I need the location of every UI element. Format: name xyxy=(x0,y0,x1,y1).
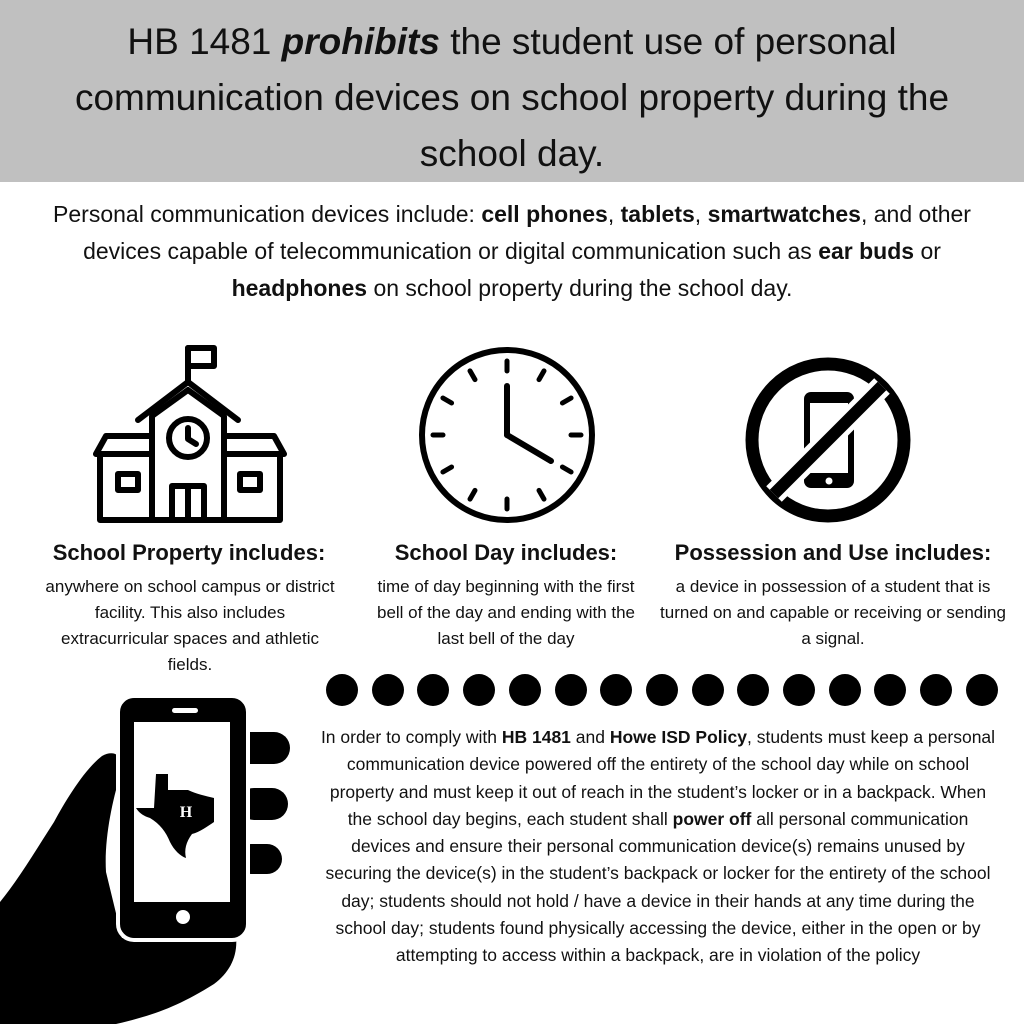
divider-dot xyxy=(417,674,449,706)
school-building-icon xyxy=(92,344,288,526)
headline-emphasis: prohibits xyxy=(281,21,440,62)
headline-text-end: the student use of personal communication devices on school property during the school day. xyxy=(74,21,950,174)
header-banner xyxy=(0,0,1024,182)
possession-use-description: a device in possession of a student that is turned on and capable or receiving or sending a signal. xyxy=(660,577,1006,648)
divider-dot xyxy=(509,674,541,706)
clock-tick xyxy=(562,398,571,403)
divider-dot xyxy=(326,674,358,706)
intro-text: , xyxy=(607,201,621,227)
device-definition-paragraph xyxy=(20,196,1004,307)
intro-text: , xyxy=(694,201,708,227)
school-property-description: anywhere on school campus or district facility. This also includes extracurricular spaces and athletic fields. xyxy=(45,577,335,674)
intro-smartwatches: smartwatches xyxy=(707,201,861,227)
intro-text: on school property during the school day. xyxy=(367,275,793,301)
policy-power-off: power off xyxy=(672,808,752,829)
clock-tick xyxy=(562,467,571,472)
headline xyxy=(20,14,1004,182)
hand-holding-phone-icon xyxy=(0,690,300,1024)
divider-dot xyxy=(600,674,632,706)
clock-tick xyxy=(443,467,452,472)
intro-cell-phones: cell phones xyxy=(481,201,608,227)
divider-dot xyxy=(920,674,952,706)
intro-text: or xyxy=(914,238,941,264)
clock-tick xyxy=(470,371,475,380)
policy-howe-isd: Howe ISD Policy xyxy=(609,727,747,747)
divider-dot xyxy=(966,674,998,706)
intro-text: Personal communication devices include: xyxy=(53,201,482,227)
divider-dot xyxy=(463,674,495,706)
school-day-title: School Day includes: xyxy=(394,540,618,565)
divider-dot xyxy=(829,674,861,706)
phone-screen-logo-letter: H xyxy=(179,804,193,821)
policy-text: all personal communication devices and ensure their personal communication device(s) remains unused by securing the device(s) in the student’s backpack or locker for the entirety of the school day; students should not hold / have a device in their hands at any time during the school day; students found physically accessing the device, either in the open or by attempting to access within a backpack, are in violation of the policy xyxy=(325,808,991,966)
policy-paragraph xyxy=(318,724,998,970)
clock-tick xyxy=(443,398,452,403)
clock-tick xyxy=(470,490,475,499)
dot-divider xyxy=(326,674,998,708)
divider-dot xyxy=(646,674,678,706)
policy-hb1481: HB 1481 xyxy=(501,727,571,747)
possession-use-title: Possession and Use includes: xyxy=(674,540,992,565)
divider-dot xyxy=(783,674,815,706)
divider-dot xyxy=(874,674,906,706)
clock-tick xyxy=(539,490,544,499)
policy-text: In order to comply with xyxy=(320,727,502,747)
clock-tick xyxy=(539,371,544,380)
clock-icon xyxy=(418,346,596,524)
intro-ear-buds: ear buds xyxy=(818,238,915,264)
intro-headphones: headphones xyxy=(231,275,368,301)
school-day-description: time of day beginning with the first bell of the day and ending with the last bell of the day xyxy=(376,577,636,648)
headline-text-start: HB 1481 xyxy=(127,21,282,62)
policy-text: and xyxy=(570,727,610,747)
divider-dot xyxy=(737,674,769,706)
school-property-title: School Property includes: xyxy=(52,540,326,565)
policy-text: , students must keep a personal communication device powered off the entirety of the school day while on school property and must keep it out of reach in the student’s locker or in a backpack. When the school day begins, each student shall xyxy=(329,727,996,829)
intro-tablets: tablets xyxy=(620,201,695,227)
divider-dot xyxy=(372,674,404,706)
no-phone-icon xyxy=(744,356,912,524)
divider-dot xyxy=(692,674,724,706)
intro-text: , and other devices capable of telecommunication or digital communication such as xyxy=(83,201,971,264)
divider-dot xyxy=(555,674,587,706)
